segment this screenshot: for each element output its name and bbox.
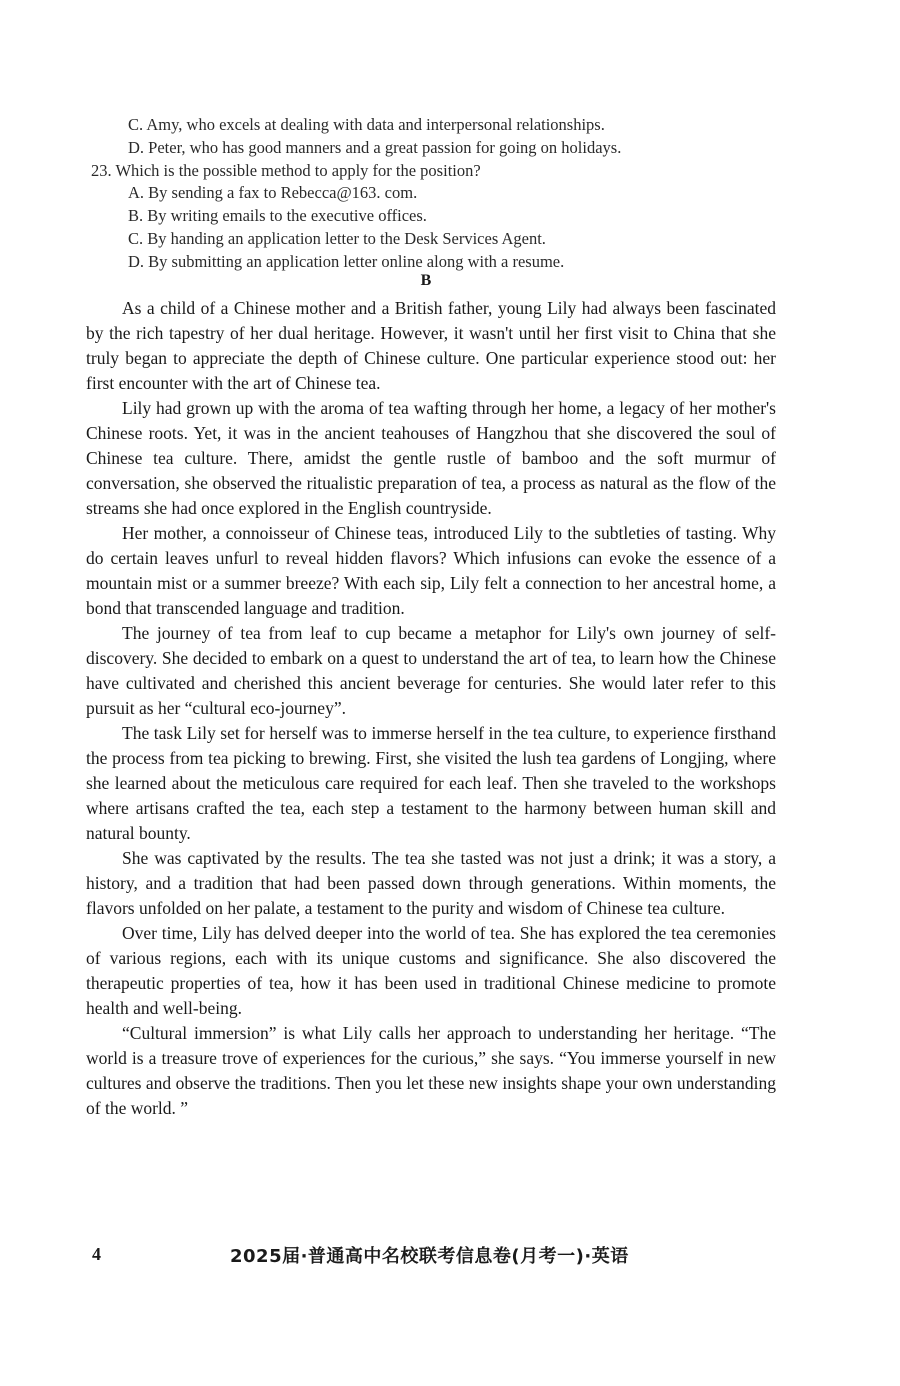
question-23-option-c: C. By handing an application letter to the Desk Services Agent. (128, 229, 546, 248)
passage-paragraph-3: Her mother, a connoisseur of Chinese teas, introduced Lily to the subtleties of tasting. Why do certain leaves unfurl to reveal hidden flavors? Which infusions can evoke the essence of a mountain mist or a summer breeze? With each sip, Lily felt a connection to her ancestral home, a bond that transcended language and tradition. (86, 523, 776, 618)
passage-paragraph-5: The task Lily set for herself was to immerse herself in the tea culture, to experience firsthand the process from tea picking to brewing. First, she visited the lush tea gardens of Longjing, where she learned about the meticulous care required for each leaf. Then she traveled to the workshops where artisans crafted the tea, each step a testament to the harmony between human skill and natural bounty. (86, 723, 776, 843)
question-23-option-b: B. By writing emails to the executive offices. (128, 206, 427, 225)
passage-paragraph-8: “Cultural immersion” is what Lily calls her approach to understanding her heritage. “The world is a treasure trove of experiences for the curious,” she says. “You immerse yourself in new cultures and observe the traditions. Then you let these new insights shape your own understanding of the world. ” (86, 1023, 776, 1118)
question-23-option-a: A. By sending a fax to Rebecca@163. com. (128, 183, 418, 202)
question-23-option-d: D. By submitting an application letter online along with a resume. (128, 252, 565, 271)
footer-title: 2025届·普通高中名校联考信息卷(月考一)·英语 (230, 1246, 629, 1267)
passage-paragraph-7: Over time, Lily has delved deeper into the world of tea. She has explored the tea ceremonies of various regions, each with its unique customs and significance. She also discovered the therapeutic properties of tea, how it has been used in traditional Chinese medicine to promote health and well-being. (86, 923, 776, 1018)
reading-passage (86, 296, 776, 1121)
question-23-stem: 23. Which is the possible method to apply for the position? (91, 161, 481, 180)
passage-paragraph-4: The journey of tea from leaf to cup became a metaphor for Lily's own journey of self-discovery. She decided to embark on a quest to understand the art of tea, to learn how the Chinese have cultivated and cherished this ancient beverage for centuries. She would later refer to this pursuit as her “cultural eco-journey”. (86, 623, 776, 718)
passage-paragraph-1: As a child of a Chinese mother and a British father, young Lily had always been fascinated by the rich tapestry of her dual heritage. However, it wasn't until her first visit to China that she truly began to appreciate the depth of Chinese culture. One particular experience stood out: her first encounter with the art of Chinese tea. (86, 298, 776, 393)
page-number: 4 (92, 1244, 101, 1264)
section-heading: B (420, 272, 432, 289)
passage-paragraph-2: Lily had grown up with the aroma of tea wafting through her home, a legacy of her mother's Chinese roots. Yet, it was in the ancient teahouses of Hangzhou that she discovered the soul of Chinese tea culture. There, amidst the gentle rustle of bamboo and the soft murmur of conversation, she observed the ritualistic preparation of tea, a process as natural as the flow of the streams she had once explored in the English countryside. (86, 398, 776, 518)
option-c-prev: C. Amy, who excels at dealing with data and interpersonal relationships. (128, 115, 605, 134)
option-d-prev: D. Peter, who has good manners and a great passion for going on holidays. (128, 138, 622, 157)
passage-paragraph-6: She was captivated by the results. The tea she tasted was not just a drink; it was a story, a history, and a tradition that had been passed down through generations. Within moments, the flavors unfolded on her palate, a testament to the purity and wisdom of Chinese tea culture. (86, 848, 776, 918)
